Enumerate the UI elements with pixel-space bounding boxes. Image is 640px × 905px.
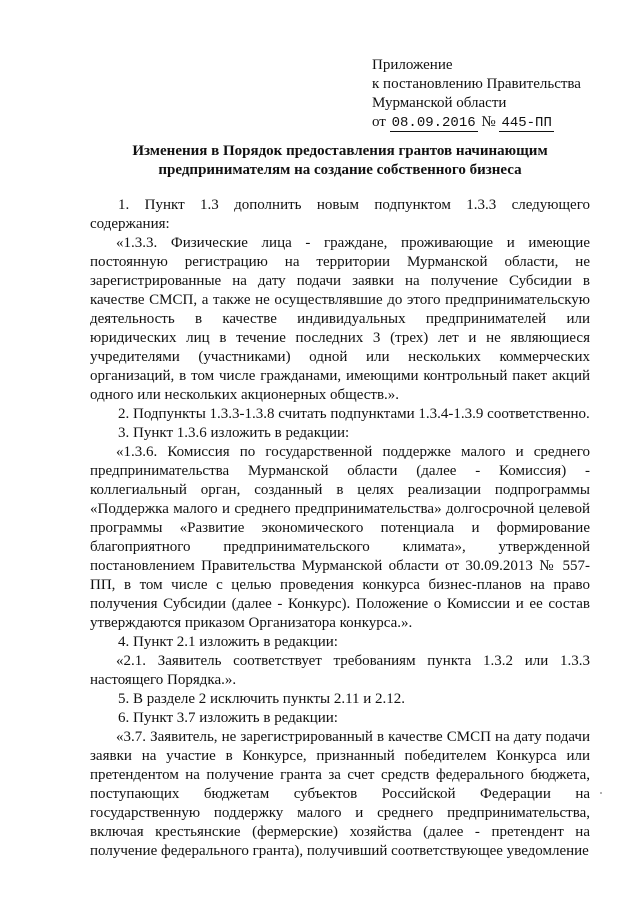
from-label: от (372, 114, 386, 130)
appendix-block (372, 56, 581, 133)
paragraph-quote-1-3-3: «1.3.3. Физические лица - граждане, проживающие и имеющие постоянную регистрацию на территории Мурманской области, не зарегистрированные на дату подачи заявки на получение Субсидии в качестве СМСП, а также не осуществлявшие до этого предпринимательскую деятельность в качестве индивидуальных предпринимателей или юридических лиц в течение последних 3 (трех) лет и не являющиеся учредителями (участниками) одной или нескольких коммерческих организаций, в том числе гражданами, имеющими контрольный пакет акций одного или нескольких акционерных обществ.». (90, 235, 590, 403)
scan-speck (600, 792, 602, 794)
title-line-1: Изменения в Порядок предоставления грантов начинающим (132, 143, 548, 159)
decree-date: 08.09.2016 (391, 115, 476, 131)
paragraph-1: 1. Пункт 1.3 дополнить новым подпунктом 1.3.3 следующего содержания: (90, 197, 590, 232)
appendix-line-2: к постановлению Правительства (372, 76, 581, 92)
paragraph-5: 5. В разделе 2 исключить пункты 2.11 и 2.12. (118, 691, 406, 707)
number-label: № (481, 114, 496, 130)
document-title (90, 142, 590, 180)
paragraph-4: 4. Пункт 2.1 изложить в редакции: (118, 634, 338, 650)
title-line-2: предпринимателям на создание собственного бизнеса (158, 162, 522, 178)
paragraph-quote-3-7: «3.7. Заявитель, не зарегистрированный в качестве СМСП на дату подачи заявки на участие в Конкурсе, признанный победителем Конкурса или претендентом на получение гранта за счет средств федерального бюджета, поступающих бюджетам субъектов Российской Федерации на государственную поддержку малого и среднего предпринимательства, включая крестьянские (фермерские) хозяйства (далее - претендент на получение федерального гранта), получивший соответствующее уведомление (90, 729, 590, 859)
paragraph-quote-2-1: «2.1. Заявитель соответствует требованиям пункта 1.3.2 или 1.3.3 настоящего Порядка.». (90, 653, 590, 688)
paragraph-3: 3. Пункт 1.3.6 изложить в редакции: (118, 425, 350, 441)
document-body (90, 196, 590, 861)
decree-number: 445-ПП (501, 115, 552, 131)
appendix-date-line (372, 113, 581, 133)
paragraph-quote-1-3-6: «1.3.6. Комиссия по государственной поддержке малого и среднего предпринимательства Мурманской области (далее - Комиссия) - коллегиальный орган, созданный в целях реализации подпрограммы «Поддержка малого и среднего предпринимательства» долгосрочной целевой программы «Развитие экономического потенциала и формирование благоприятного предпринимательского климата», утвержденной постановлением Правительства Мурманской области от 30.09.2013 № 557-ПП, в том числе с целью проведения конкурса бизнес-планов на право получения Субсидии (далее - Конкурс). Положение о Комиссии и ее состав утверждаются приказом Организатора конкурса.». (90, 444, 590, 631)
paragraph-2: 2. Подпункты 1.3.3-1.3.8 считать подпунктами 1.3.4-1.3.9 соответственно. (118, 406, 590, 422)
appendix-line-1: Приложение (372, 57, 453, 73)
paragraph-6: 6. Пункт 3.7 изложить в редакции: (118, 710, 338, 726)
appendix-line-3: Мурманской области (372, 95, 507, 111)
